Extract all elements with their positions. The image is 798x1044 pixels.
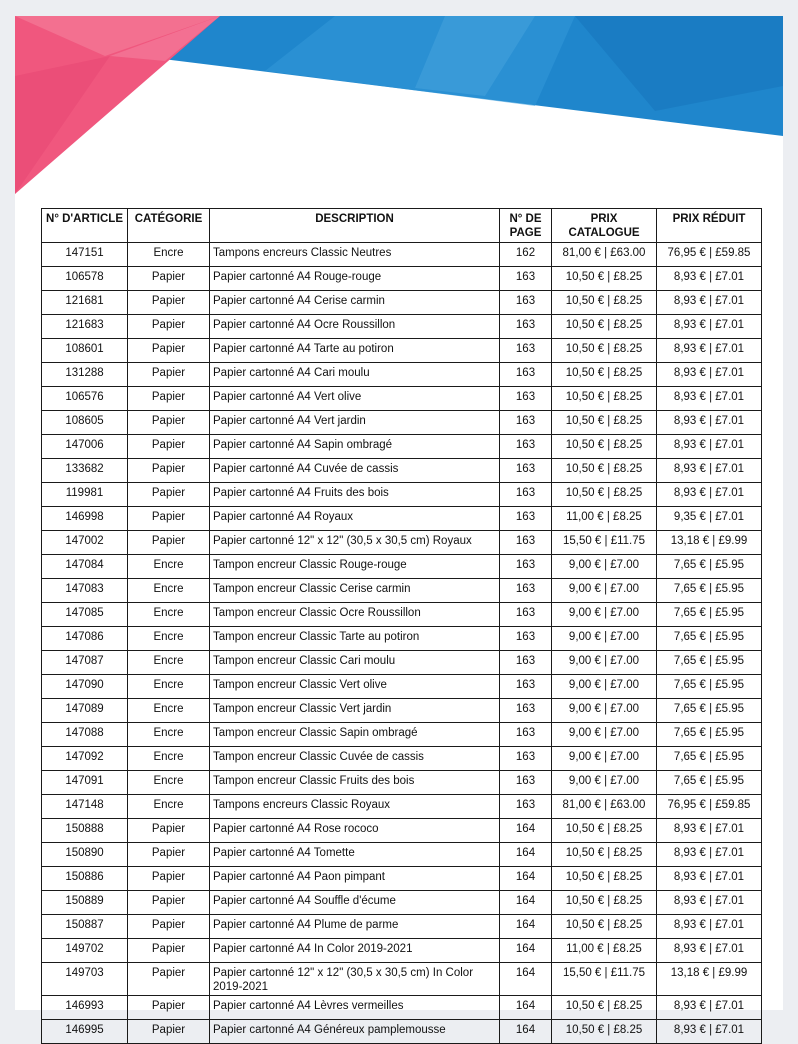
cell-page-number: 163 xyxy=(500,531,552,555)
table-row xyxy=(42,459,762,483)
cell-page-number: 163 xyxy=(500,603,552,627)
table-row xyxy=(42,891,762,915)
cell-page-number: 164 xyxy=(500,939,552,963)
cell-reduced-price: 76,95 € | £59.85 xyxy=(657,243,762,267)
table-row xyxy=(42,363,762,387)
cell-reduced-price: 8,93 € | £7.01 xyxy=(657,435,762,459)
cell-page-number: 164 xyxy=(500,1020,552,1044)
table-row xyxy=(42,795,762,819)
cell-article-number: 146993 xyxy=(42,996,128,1020)
cell-reduced-price: 7,65 € | £5.95 xyxy=(657,723,762,747)
cell-catalog-price: 9,00 € | £7.00 xyxy=(552,579,657,603)
cell-category: Encre xyxy=(128,555,210,579)
cell-description: Papier cartonné A4 In Color 2019-2021 xyxy=(210,939,500,963)
cell-catalog-price: 9,00 € | £7.00 xyxy=(552,627,657,651)
cell-reduced-price: 8,93 € | £7.01 xyxy=(657,483,762,507)
cell-description: Papier cartonné A4 Vert jardin xyxy=(210,411,500,435)
cell-article-number: 150887 xyxy=(42,915,128,939)
table-row xyxy=(42,963,762,996)
cell-catalog-price: 9,00 € | £7.00 xyxy=(552,603,657,627)
cell-article-number: 147088 xyxy=(42,723,128,747)
cell-page-number: 163 xyxy=(500,267,552,291)
cell-category: Encre xyxy=(128,723,210,747)
cell-page-number: 163 xyxy=(500,795,552,819)
cell-catalog-price: 9,00 € | £7.00 xyxy=(552,747,657,771)
cell-article-number: 133682 xyxy=(42,459,128,483)
cell-catalog-price: 9,00 € | £7.00 xyxy=(552,675,657,699)
cell-description: Tampon encreur Classic Tarte au potiron xyxy=(210,627,500,651)
cell-reduced-price: 7,65 € | £5.95 xyxy=(657,603,762,627)
cell-catalog-price: 11,00 € | £8.25 xyxy=(552,507,657,531)
cell-description: Papier cartonné A4 Ocre Roussillon xyxy=(210,315,500,339)
table-row xyxy=(42,747,762,771)
cell-page-number: 164 xyxy=(500,963,552,996)
cell-article-number: 147002 xyxy=(42,531,128,555)
cell-catalog-price: 15,50 € | £11.75 xyxy=(552,963,657,996)
cell-description: Papier cartonné A4 Fruits des bois xyxy=(210,483,500,507)
cell-article-number: 150890 xyxy=(42,843,128,867)
cell-description: Tampon encreur Classic Rouge-rouge xyxy=(210,555,500,579)
cell-article-number: 121683 xyxy=(42,315,128,339)
cell-article-number: 108605 xyxy=(42,411,128,435)
document-page xyxy=(15,16,783,1036)
cell-page-number: 164 xyxy=(500,867,552,891)
cell-article-number: 147083 xyxy=(42,579,128,603)
table-header-row xyxy=(42,209,762,243)
cell-article-number: 121681 xyxy=(42,291,128,315)
cell-page-number: 163 xyxy=(500,315,552,339)
cell-reduced-price: 8,93 € | £7.01 xyxy=(657,267,762,291)
cell-category: Encre xyxy=(128,699,210,723)
cell-category: Papier xyxy=(128,435,210,459)
cell-catalog-price: 10,50 € | £8.25 xyxy=(552,483,657,507)
cell-catalog-price: 10,50 € | £8.25 xyxy=(552,387,657,411)
cell-category: Papier xyxy=(128,291,210,315)
cell-page-number: 164 xyxy=(500,891,552,915)
cell-category: Papier xyxy=(128,531,210,555)
cell-reduced-price: 8,93 € | £7.01 xyxy=(657,915,762,939)
cell-catalog-price: 10,50 € | £8.25 xyxy=(552,915,657,939)
cell-catalog-price: 10,50 € | £8.25 xyxy=(552,435,657,459)
cell-description: Tampon encreur Classic Vert jardin xyxy=(210,699,500,723)
cell-article-number: 106578 xyxy=(42,267,128,291)
cell-page-number: 164 xyxy=(500,915,552,939)
cell-category: Papier xyxy=(128,483,210,507)
header-description: DESCRIPTION xyxy=(210,209,500,243)
cell-reduced-price: 13,18 € | £9.99 xyxy=(657,531,762,555)
cell-category: Papier xyxy=(128,459,210,483)
table-body xyxy=(42,243,762,1044)
table-row xyxy=(42,699,762,723)
cell-description: Papier cartonné A4 Souffle d'écume xyxy=(210,891,500,915)
cell-catalog-price: 10,50 € | £8.25 xyxy=(552,867,657,891)
cell-description: Papier cartonné A4 Rose rococo xyxy=(210,819,500,843)
cell-reduced-price: 8,93 € | £7.01 xyxy=(657,819,762,843)
cell-page-number: 163 xyxy=(500,483,552,507)
cell-reduced-price: 8,93 € | £7.01 xyxy=(657,291,762,315)
cell-reduced-price: 7,65 € | £5.95 xyxy=(657,579,762,603)
cell-article-number: 147085 xyxy=(42,603,128,627)
cell-category: Papier xyxy=(128,891,210,915)
cell-reduced-price: 7,65 € | £5.95 xyxy=(657,651,762,675)
table-row xyxy=(42,411,762,435)
cell-description: Papier cartonné A4 Paon pimpant xyxy=(210,867,500,891)
cell-description: Papier cartonné A4 Plume de parme xyxy=(210,915,500,939)
table-row xyxy=(42,507,762,531)
cell-description: Tampons encreurs Classic Neutres xyxy=(210,243,500,267)
cell-description: Tampon encreur Classic Fruits des bois xyxy=(210,771,500,795)
table-row xyxy=(42,771,762,795)
cell-article-number: 147148 xyxy=(42,795,128,819)
cell-reduced-price: 8,93 € | £7.01 xyxy=(657,939,762,963)
header-category: CATÉGORIE xyxy=(128,209,210,243)
cell-category: Encre xyxy=(128,243,210,267)
cell-description: Papier cartonné A4 Vert olive xyxy=(210,387,500,411)
cell-category: Papier xyxy=(128,267,210,291)
cell-catalog-price: 10,50 € | £8.25 xyxy=(552,996,657,1020)
cell-catalog-price: 10,50 € | £8.25 xyxy=(552,339,657,363)
cell-category: Papier xyxy=(128,915,210,939)
cell-description: Papier cartonné A4 Tomette xyxy=(210,843,500,867)
table-row xyxy=(42,555,762,579)
cell-article-number: 150886 xyxy=(42,867,128,891)
cell-page-number: 163 xyxy=(500,555,552,579)
cell-article-number: 146995 xyxy=(42,1020,128,1044)
cell-page-number: 163 xyxy=(500,747,552,771)
table-row xyxy=(42,435,762,459)
cell-page-number: 163 xyxy=(500,723,552,747)
cell-category: Encre xyxy=(128,603,210,627)
cell-description: Papier cartonné A4 Cuvée de cassis xyxy=(210,459,500,483)
cell-catalog-price: 81,00 € | £63.00 xyxy=(552,243,657,267)
cell-category: Encre xyxy=(128,771,210,795)
cell-catalog-price: 9,00 € | £7.00 xyxy=(552,723,657,747)
cell-page-number: 164 xyxy=(500,996,552,1020)
header-reduced-price: PRIX RÉDUIT xyxy=(657,209,762,243)
cell-description: Papier cartonné 12" x 12" (30,5 x 30,5 cm) In Color 2019-2021 xyxy=(210,963,500,996)
cell-category: Encre xyxy=(128,795,210,819)
cell-description: Papier cartonné A4 Lèvres vermeilles xyxy=(210,996,500,1020)
cell-article-number: 147084 xyxy=(42,555,128,579)
cell-description: Papier cartonné A4 Cari moulu xyxy=(210,363,500,387)
cell-reduced-price: 8,93 € | £7.01 xyxy=(657,996,762,1020)
cell-page-number: 163 xyxy=(500,387,552,411)
cell-category: Papier xyxy=(128,387,210,411)
table-row xyxy=(42,243,762,267)
table-row xyxy=(42,483,762,507)
cell-description: Papier cartonné A4 Généreux pamplemousse xyxy=(210,1020,500,1044)
cell-article-number: 119981 xyxy=(42,483,128,507)
cell-article-number: 147087 xyxy=(42,651,128,675)
cell-category: Papier xyxy=(128,939,210,963)
cell-description: Tampon encreur Classic Cuvée de cassis xyxy=(210,747,500,771)
cell-article-number: 147091 xyxy=(42,771,128,795)
cell-reduced-price: 8,93 € | £7.01 xyxy=(657,459,762,483)
cell-catalog-price: 9,00 € | £7.00 xyxy=(552,771,657,795)
cell-page-number: 163 xyxy=(500,291,552,315)
cell-reduced-price: 8,93 € | £7.01 xyxy=(657,315,762,339)
cell-article-number: 147090 xyxy=(42,675,128,699)
table-row xyxy=(42,1020,762,1044)
cell-reduced-price: 8,93 € | £7.01 xyxy=(657,867,762,891)
cell-page-number: 164 xyxy=(500,819,552,843)
header-page-number: N° DE PAGE xyxy=(500,209,552,243)
cell-description: Tampons encreurs Classic Royaux xyxy=(210,795,500,819)
cell-catalog-price: 10,50 € | £8.25 xyxy=(552,363,657,387)
table-row xyxy=(42,603,762,627)
table-row xyxy=(42,579,762,603)
cell-article-number: 147006 xyxy=(42,435,128,459)
cell-page-number: 163 xyxy=(500,699,552,723)
cell-category: Papier xyxy=(128,339,210,363)
cell-description: Papier cartonné 12" x 12" (30,5 x 30,5 cm) Royaux xyxy=(210,531,500,555)
cell-catalog-price: 10,50 € | £8.25 xyxy=(552,459,657,483)
cell-catalog-price: 15,50 € | £11.75 xyxy=(552,531,657,555)
cell-category: Encre xyxy=(128,579,210,603)
cell-article-number: 147092 xyxy=(42,747,128,771)
cell-category: Papier xyxy=(128,819,210,843)
cell-page-number: 163 xyxy=(500,339,552,363)
cell-category: Papier xyxy=(128,843,210,867)
price-table xyxy=(41,208,762,1044)
table-row xyxy=(42,915,762,939)
cell-page-number: 163 xyxy=(500,675,552,699)
cell-reduced-price: 7,65 € | £5.95 xyxy=(657,699,762,723)
cell-article-number: 147089 xyxy=(42,699,128,723)
table-row xyxy=(42,675,762,699)
cell-catalog-price: 10,50 € | £8.25 xyxy=(552,411,657,435)
cell-reduced-price: 8,93 € | £7.01 xyxy=(657,363,762,387)
cell-page-number: 163 xyxy=(500,627,552,651)
cell-catalog-price: 10,50 € | £8.25 xyxy=(552,1020,657,1044)
cell-reduced-price: 13,18 € | £9.99 xyxy=(657,963,762,996)
cell-description: Tampon encreur Classic Cari moulu xyxy=(210,651,500,675)
table-row xyxy=(42,723,762,747)
cell-description: Tampon encreur Classic Sapin ombragé xyxy=(210,723,500,747)
cell-description: Tampon encreur Classic Ocre Roussillon xyxy=(210,603,500,627)
cell-catalog-price: 10,50 € | £8.25 xyxy=(552,891,657,915)
table-row xyxy=(42,651,762,675)
cell-reduced-price: 8,93 € | £7.01 xyxy=(657,1020,762,1044)
cell-reduced-price: 8,93 € | £7.01 xyxy=(657,891,762,915)
table-row xyxy=(42,291,762,315)
cell-page-number: 162 xyxy=(500,243,552,267)
cell-catalog-price: 10,50 € | £8.25 xyxy=(552,267,657,291)
table-row xyxy=(42,819,762,843)
table-row xyxy=(42,939,762,963)
cell-catalog-price: 9,00 € | £7.00 xyxy=(552,699,657,723)
cell-page-number: 164 xyxy=(500,843,552,867)
cell-page-number: 163 xyxy=(500,459,552,483)
table-row xyxy=(42,843,762,867)
cell-page-number: 163 xyxy=(500,363,552,387)
cell-catalog-price: 9,00 € | £7.00 xyxy=(552,555,657,579)
cell-reduced-price: 8,93 € | £7.01 xyxy=(657,387,762,411)
cell-category: Encre xyxy=(128,675,210,699)
table-row xyxy=(42,339,762,363)
cell-page-number: 163 xyxy=(500,411,552,435)
header-catalog-price: PRIX CATALOGUE xyxy=(552,209,657,243)
table-row xyxy=(42,267,762,291)
cell-article-number: 147151 xyxy=(42,243,128,267)
cell-reduced-price: 8,93 € | £7.01 xyxy=(657,339,762,363)
cell-description: Papier cartonné A4 Cerise carmin xyxy=(210,291,500,315)
cell-category: Papier xyxy=(128,315,210,339)
cell-description: Tampon encreur Classic Vert olive xyxy=(210,675,500,699)
cell-page-number: 163 xyxy=(500,507,552,531)
cell-page-number: 163 xyxy=(500,435,552,459)
cell-reduced-price: 7,65 € | £5.95 xyxy=(657,747,762,771)
table-row xyxy=(42,867,762,891)
table-row xyxy=(42,387,762,411)
cell-reduced-price: 7,65 € | £5.95 xyxy=(657,771,762,795)
cell-category: Papier xyxy=(128,996,210,1020)
cell-article-number: 131288 xyxy=(42,363,128,387)
cell-article-number: 146998 xyxy=(42,507,128,531)
decorative-banner xyxy=(15,16,783,206)
cell-reduced-price: 7,65 € | £5.95 xyxy=(657,627,762,651)
cell-catalog-price: 10,50 € | £8.25 xyxy=(552,315,657,339)
cell-category: Encre xyxy=(128,651,210,675)
cell-category: Papier xyxy=(128,411,210,435)
cell-reduced-price: 7,65 € | £5.95 xyxy=(657,675,762,699)
cell-catalog-price: 10,50 € | £8.25 xyxy=(552,819,657,843)
cell-description: Papier cartonné A4 Royaux xyxy=(210,507,500,531)
cell-description: Papier cartonné A4 Rouge-rouge xyxy=(210,267,500,291)
cell-page-number: 163 xyxy=(500,579,552,603)
cell-catalog-price: 9,00 € | £7.00 xyxy=(552,651,657,675)
cell-category: Papier xyxy=(128,963,210,996)
cell-description: Tampon encreur Classic Cerise carmin xyxy=(210,579,500,603)
cell-category: Encre xyxy=(128,747,210,771)
cell-category: Papier xyxy=(128,867,210,891)
cell-article-number: 150888 xyxy=(42,819,128,843)
table-row xyxy=(42,996,762,1020)
cell-category: Papier xyxy=(128,507,210,531)
header-article-number: N° D'ARTICLE xyxy=(42,209,128,243)
cell-description: Papier cartonné A4 Sapin ombragé xyxy=(210,435,500,459)
cell-category: Papier xyxy=(128,1020,210,1044)
cell-article-number: 106576 xyxy=(42,387,128,411)
cell-catalog-price: 81,00 € | £63.00 xyxy=(552,795,657,819)
cell-category: Papier xyxy=(128,363,210,387)
cell-page-number: 163 xyxy=(500,651,552,675)
cell-article-number: 149703 xyxy=(42,963,128,996)
cell-article-number: 108601 xyxy=(42,339,128,363)
cell-reduced-price: 8,93 € | £7.01 xyxy=(657,411,762,435)
cell-catalog-price: 10,50 € | £8.25 xyxy=(552,843,657,867)
cell-reduced-price: 9,35 € | £7.01 xyxy=(657,507,762,531)
cell-article-number: 150889 xyxy=(42,891,128,915)
cell-description: Papier cartonné A4 Tarte au potiron xyxy=(210,339,500,363)
cell-page-number: 163 xyxy=(500,771,552,795)
cell-catalog-price: 10,50 € | £8.25 xyxy=(552,291,657,315)
cell-reduced-price: 8,93 € | £7.01 xyxy=(657,843,762,867)
table-row xyxy=(42,627,762,651)
cell-reduced-price: 76,95 € | £59.85 xyxy=(657,795,762,819)
cell-article-number: 147086 xyxy=(42,627,128,651)
cell-reduced-price: 7,65 € | £5.95 xyxy=(657,555,762,579)
cell-article-number: 149702 xyxy=(42,939,128,963)
table-row xyxy=(42,531,762,555)
table-row xyxy=(42,315,762,339)
cell-catalog-price: 11,00 € | £8.25 xyxy=(552,939,657,963)
cell-category: Encre xyxy=(128,627,210,651)
